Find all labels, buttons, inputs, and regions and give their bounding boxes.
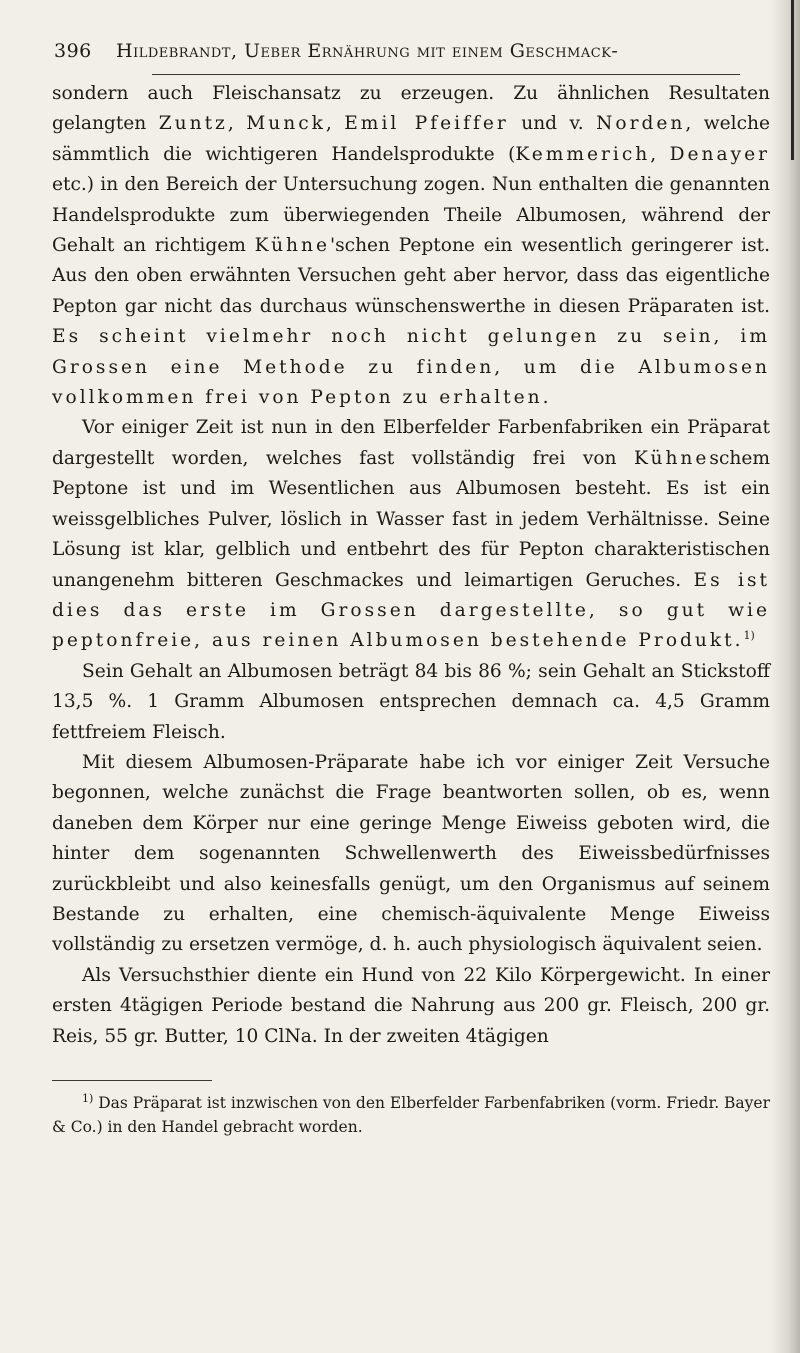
header-rule xyxy=(152,74,740,75)
spaced-text: Zuntz xyxy=(158,113,228,135)
text-run: 'schen Peptone ein wesentlich geringerer ist. Aus den oben erwähnten Versuchen geht aber hervor, dass das eigentliche Pepton gar nicht das durchaus wünschenswerthe in diesen Präparaten ist. xyxy=(52,235,770,317)
footnote-marker: 1) xyxy=(82,1091,94,1105)
spaced-text: Emil Pfeiffer xyxy=(344,113,509,135)
paragraph xyxy=(52,413,770,656)
text-run: , xyxy=(650,143,670,165)
footnote-reference: 1) xyxy=(743,629,755,643)
spaced-text: Munck xyxy=(246,113,326,135)
text-run: und v. xyxy=(508,113,597,135)
spaced-text: Kühne xyxy=(254,235,331,257)
paragraph xyxy=(52,657,770,748)
page-number: 396 xyxy=(54,40,92,62)
footnote-rule xyxy=(52,1080,212,1081)
text-run: sondern auch Fleischansatz zu erzeugen. Zu ähnlichen Resultaten gelangten xyxy=(52,83,770,135)
text-run: , xyxy=(325,113,345,135)
page-edge-shadow xyxy=(770,0,800,1353)
spaced-text: Kühne xyxy=(634,447,710,469)
text-run: , xyxy=(227,113,247,135)
spaced-text: Denayer xyxy=(669,143,770,165)
body-text xyxy=(52,79,770,1052)
running-head: Hildebrandt, Ueber Ernährung mit einem Geschmack- xyxy=(116,40,619,62)
text-run: etc.) in den Bereich der Untersuchung zogen. Nun enthalten die genannten Handelsprodukte zum überwiegenden Theile Albumosen, während der Gehalt an richtigem xyxy=(52,174,770,257)
spaced-text: Kemmerich xyxy=(515,143,651,165)
spaced-text: Es scheint vielmehr noch nicht gelungen zu sein, im Grossen eine Methode zu finden, um die Albumosen vollkommen frei von Pepton zu erhalten. xyxy=(52,326,770,409)
spaced-text: Norden xyxy=(596,113,686,135)
text-run: Sein Gehalt an Albumosen beträgt 84 bis 86 %; sein Gehalt an Stickstoff 13,5 %. 1 Gramm Albumosen entsprechen demnach ca. 4,5 Gramm fettfreiem Fleisch. xyxy=(52,660,770,743)
footnote xyxy=(52,1091,770,1139)
text-run: , welche sämmtlich die wichtigeren Handelsprodukte ( xyxy=(52,113,770,165)
book-page xyxy=(52,40,770,1139)
text-run: Als Versuchsthier diente ein Hund von 22 Kilo Körpergewicht. In einer ersten 4tägigen Periode bestand die Nahrung aus 200 gr. Fleisch, 200 gr. Reis, 55 gr. Butter, 10 ClNa. In der zweiten 4tägigen xyxy=(52,964,770,1047)
page-header xyxy=(52,40,770,62)
text-run: Vor einiger Zeit ist nun in den Elberfelder Farbenfabriken ein Präparat dargestellt worden, welches fast vollständig frei von xyxy=(52,417,770,469)
text-run: Mit diesem Albumosen-Präparate habe ich vor einiger Zeit Versuche begonnen, welche zunächst die Frage beantworten sollen, ob es, wenn daneben dem Körper nur eine geringe Menge Eiweiss geboten wird, die hinter dem sogenannten Schwellenwerth des Eiweissbedürfnisses zurückbleibt und also keinesfalls genügt, um den Organismus auf seinem Bestande zu erhalten, eine chemisch-äquivalente Menge Eiweiss vollständig zu ersetzen vermöge, d. h. auch physiologisch äquivalent seien. xyxy=(52,751,770,956)
paragraph xyxy=(52,961,770,1052)
paragraph xyxy=(52,79,770,413)
binding-edge-mark xyxy=(791,0,794,160)
paragraph xyxy=(52,748,770,961)
footnote-text: Das Präparat ist inzwischen von den Elberfelder Farbenfabriken (vorm. Friedr. Bayer & Co.) in den Handel gebracht worden. xyxy=(52,1094,771,1136)
text-run: schem Peptone ist und im Wesentlichen aus Albumosen besteht. Es ist ein weissgelbliches Pulver, löslich in Wasser fast in jedem Verhältnisse. Seine Lösung ist klar, gelblich und entbehrt des für Pepton charakteristischen unangenehm bitteren Geschmackes und leimartigen Geruches. xyxy=(52,447,770,591)
spaced-text: Es ist dies das erste im Grossen dargestellte, so gut wie peptonfreie, aus reinen Albumosen bestehende Produkt. xyxy=(52,569,770,652)
